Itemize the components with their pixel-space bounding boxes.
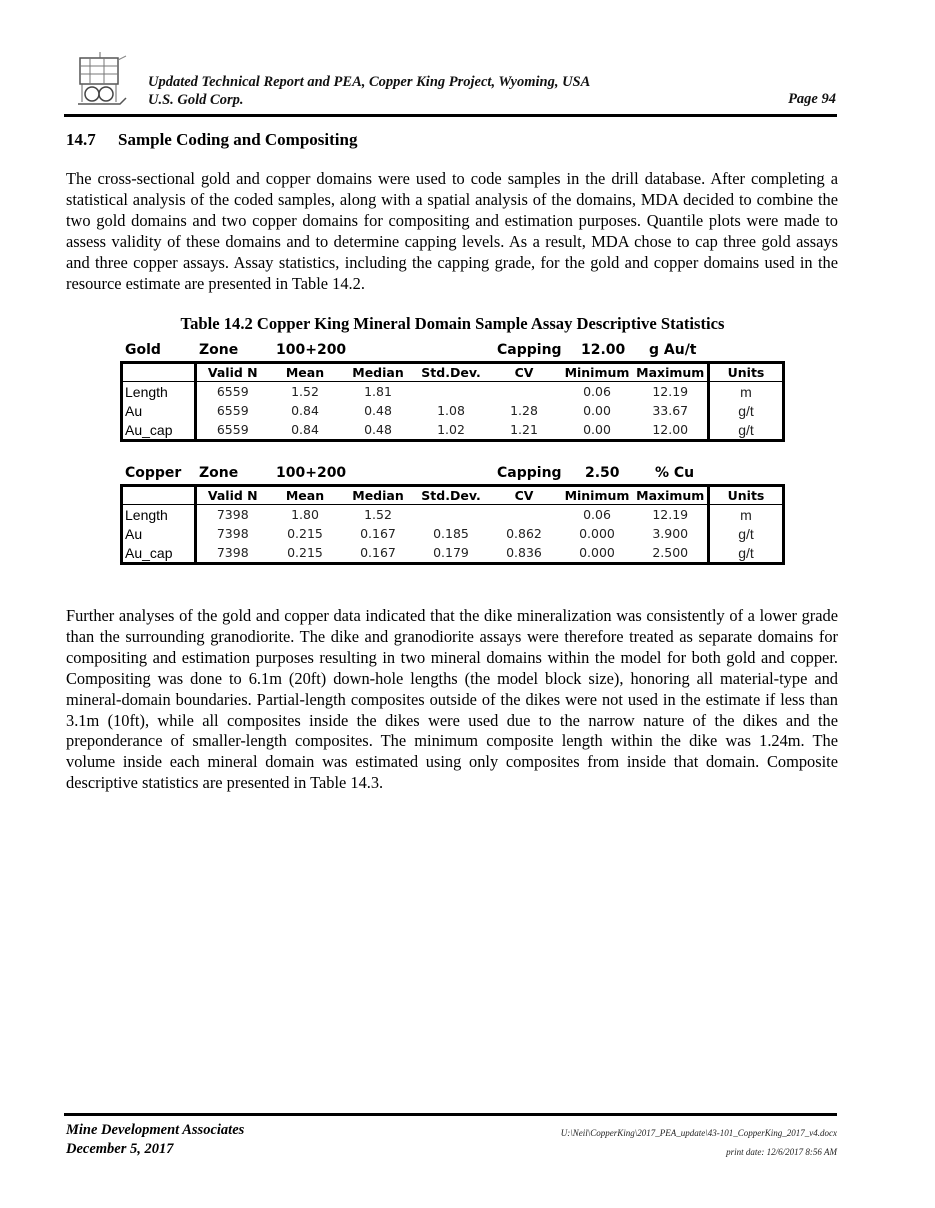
cell-cv: 1.21 (510, 422, 538, 437)
cell-units: g/t (709, 524, 784, 543)
cell-mean: 0.215 (287, 526, 323, 541)
cell-valid-n: 7398 (216, 507, 249, 522)
cell-units: m (709, 382, 784, 402)
cell-units: g/t (709, 543, 784, 564)
cell-std-dev: 1.08 (437, 403, 465, 418)
cell-mean: 1.80 (291, 507, 319, 522)
row-label: Length (122, 505, 196, 525)
cell-units: m (709, 505, 784, 525)
gold-metal-label: Gold (125, 342, 161, 358)
cell-median: 0.167 (360, 526, 396, 541)
cell-mean: 0.84 (291, 403, 319, 418)
col-header-valid-n: Valid N (196, 486, 269, 505)
cell-std-dev: 1.02 (437, 422, 465, 437)
gold-capping-label: Capping (497, 342, 562, 358)
gold-capping-unit: g Au/t (649, 342, 697, 358)
col-header-cv: CV (488, 363, 561, 382)
section-heading (66, 130, 357, 150)
col-header-minimum: Minimum (561, 486, 634, 505)
cell-maximum: 33.67 (652, 403, 689, 418)
paragraph-intro: The cross-sectional gold and copper domains were used to code samples in the drill database. After completing a statistical analysis of the coded samples, along with a spatial analysis of the domains, MDA decided to combine the two gold domains and two copper domains for compositing and estimation purposes. Quantile plots were made to assess validity of these domains and to determine capping levels. As a result, MDA chose to cap three gold assays and three copper assays. Assay statistics, including the capping grade, for the gold and copper domains used in the resource estimate are presented in Table 14.2. (66, 169, 838, 293)
cell-valid-n: 7398 (216, 545, 249, 560)
cell-std-dev: 0.179 (433, 545, 469, 560)
cell-cv: 0.862 (506, 526, 542, 541)
footer-left (66, 1121, 244, 1159)
col-header-units: Units (709, 363, 784, 382)
cell-median: 0.48 (364, 422, 392, 437)
cell-minimum: 0.06 (583, 384, 611, 399)
gold-zone-value: 100+200 (276, 342, 347, 358)
cell-valid-n: 7398 (216, 526, 249, 541)
cell-valid-n: 6559 (216, 384, 249, 399)
row-label: Au_cap (122, 543, 196, 564)
footer-file-path: U:\Neil\CopperKing\2017_PEA_update\43-101_CopperKing_2017_v4.docx (560, 1128, 837, 1138)
cell-mean: 0.84 (291, 422, 319, 437)
cell-maximum: 2.500 (652, 545, 689, 560)
row-label: Au (122, 401, 196, 420)
footer-date: December 5, 2017 (66, 1141, 174, 1157)
table-row (122, 505, 784, 525)
cell-units: g/t (709, 401, 784, 420)
report-title-line1: Updated Technical Report and PEA, Copper King Project, Wyoming, USA (148, 74, 591, 90)
cell-minimum: 0.00 (583, 422, 611, 437)
col-header-units: Units (709, 486, 784, 505)
cell-maximum: 12.19 (652, 384, 689, 399)
cell-minimum: 0.00 (583, 403, 611, 418)
page-number: Page 94 (788, 91, 836, 107)
table-row (122, 420, 784, 441)
cell-cv (488, 505, 561, 525)
cell-minimum: 0.000 (579, 545, 615, 560)
col-header-median: Median (342, 486, 415, 505)
copper-stats-table (120, 484, 785, 565)
cell-valid-n: 6559 (216, 422, 249, 437)
report-company: U.S. Gold Corp. (148, 92, 244, 108)
gold-capping-value: 12.00 (581, 342, 626, 358)
col-header-blank (122, 486, 196, 505)
col-header-cv: CV (488, 486, 561, 505)
col-header-mean: Mean (269, 486, 342, 505)
table-row (122, 543, 784, 564)
cell-cv: 0.836 (506, 545, 542, 560)
footer-divider (64, 1113, 837, 1116)
col-header-median: Median (342, 363, 415, 382)
copper-capping-value: 2.50 (585, 465, 620, 481)
copper-metal-label: Copper (125, 465, 182, 481)
cell-minimum: 0.000 (579, 526, 615, 541)
cell-valid-n: 6559 (216, 403, 249, 418)
copper-header-row (122, 486, 784, 505)
gold-header-row (122, 363, 784, 382)
cell-maximum: 3.900 (652, 526, 689, 541)
cell-mean: 1.52 (291, 384, 319, 399)
row-label: Au (122, 524, 196, 543)
gold-meta-row (120, 341, 782, 361)
copper-stats-block (120, 464, 782, 565)
cell-units: g/t (709, 420, 784, 441)
cell-cv (488, 382, 561, 402)
col-header-blank (122, 363, 196, 382)
cell-median: 0.167 (360, 545, 396, 560)
table-caption: Table 14.2 Copper King Mineral Domain Sample Assay Descriptive Statistics (180, 314, 725, 333)
table-row (122, 524, 784, 543)
col-header-maximum: Maximum (634, 486, 709, 505)
col-header-maximum: Maximum (634, 363, 709, 382)
col-header-minimum: Minimum (561, 363, 634, 382)
gold-stats-table (120, 361, 785, 442)
footer-company: Mine Development Associates (66, 1122, 245, 1138)
report-title (148, 73, 590, 109)
col-header-mean: Mean (269, 363, 342, 382)
gold-zone-label: Zone (199, 342, 239, 358)
header-divider (64, 114, 837, 117)
gold-stats-block (120, 341, 782, 442)
copper-capping-label: Capping (497, 465, 562, 481)
cell-mean: 0.215 (287, 545, 323, 560)
copper-zone-value: 100+200 (276, 465, 347, 481)
cell-median: 0.48 (364, 403, 392, 418)
cell-std-dev: 0.185 (433, 526, 469, 541)
paragraph-compositing: Further analyses of the gold and copper data indicated that the dike mineralization was consistently of a lower grade than the surrounding granodiorite. The dike and granodiorite assays were therefore treated as separate domains for compositing and estimation purposes resulting in two mineral domains within the model for both gold and copper. Compositing was done to 6.1m (20ft) down-hole lengths (the model block size), honoring all material-type and mineral-domain boundaries. Partial-length composites outside of the dikes were not used in the estimate if less than 3.1m (10ft), while all composites inside the dikes were used due to the narrow nature of the dikes and the preponderance of smaller-length composites. The minimum composite length within the dike was 1.24m. The volume inside each mineral domain was estimated using only composites from inside that domain. Composite descriptive statistics are presented in Table 14.3. (66, 606, 838, 793)
cell-cv: 1.28 (510, 403, 538, 418)
cell-maximum: 12.19 (652, 507, 689, 522)
cell-median: 1.81 (364, 384, 392, 399)
section-title: Sample Coding and Compositing (118, 130, 358, 149)
col-header-std-dev: Std.Dev. (415, 363, 488, 382)
table-row (122, 382, 784, 402)
cell-median: 1.52 (364, 507, 392, 522)
copper-zone-label: Zone (199, 465, 239, 481)
row-label: Length (122, 382, 196, 402)
cell-std-dev (415, 382, 488, 402)
cell-minimum: 0.06 (583, 507, 611, 522)
company-logo-icon (70, 52, 132, 112)
table-row (122, 401, 784, 420)
row-label: Au_cap (122, 420, 196, 441)
cell-std-dev (415, 505, 488, 525)
col-header-valid-n: Valid N (196, 363, 269, 382)
col-header-std-dev: Std.Dev. (415, 486, 488, 505)
copper-capping-unit: % Cu (655, 465, 695, 481)
footer-print-date: print date: 12/6/2017 8:56 AM (726, 1147, 837, 1157)
footer-right (561, 1124, 837, 1162)
copper-meta-row (120, 464, 782, 484)
section-number: 14.7 (66, 130, 96, 149)
cell-maximum: 12.00 (652, 422, 689, 437)
